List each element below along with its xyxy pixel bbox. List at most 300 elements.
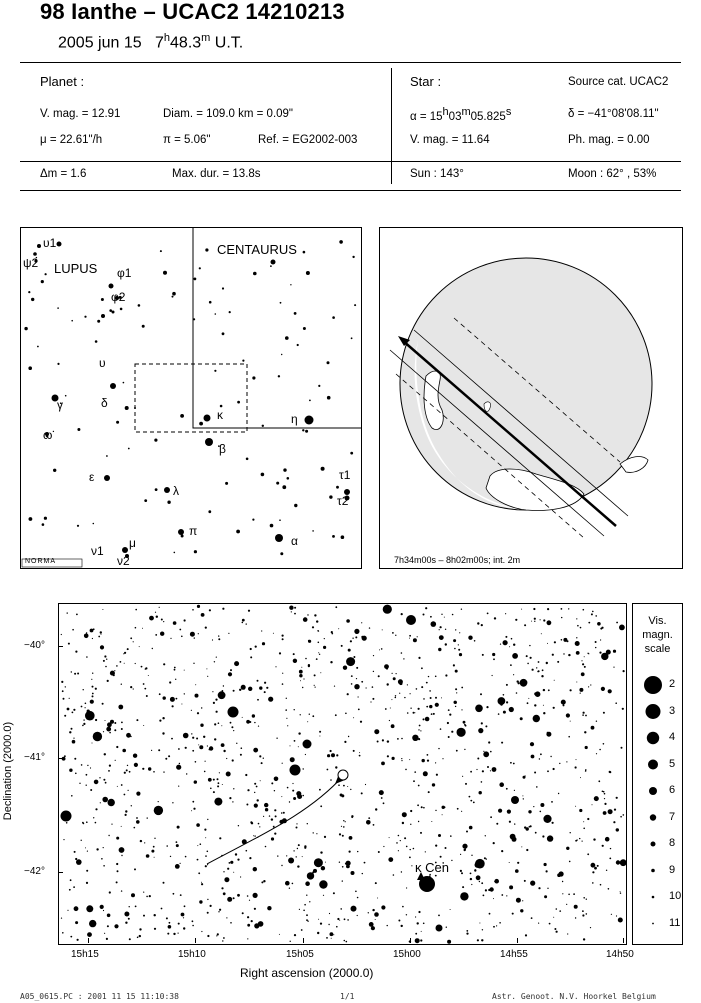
field-star (300, 680, 301, 681)
finder-star (302, 429, 304, 431)
bright-field-star (511, 796, 519, 804)
field-star (302, 856, 303, 857)
field-star (253, 748, 258, 753)
field-star (136, 817, 138, 819)
field-star (478, 728, 483, 733)
field-star (401, 738, 403, 740)
finder-star-label: δ (101, 396, 108, 410)
field-star (285, 881, 290, 886)
field-star (462, 776, 463, 777)
field-star (223, 750, 225, 752)
field-star (301, 667, 302, 668)
field-star (146, 854, 150, 858)
field-star (313, 869, 317, 873)
field-star (254, 923, 259, 928)
field-star (134, 763, 138, 767)
finder-star (294, 312, 297, 315)
finder-star (172, 296, 174, 298)
field-star (620, 816, 622, 818)
field-star (415, 916, 416, 917)
field-star (372, 909, 374, 911)
field-star (581, 672, 585, 676)
field-star (130, 736, 131, 737)
field-star (85, 707, 86, 708)
field-star (553, 768, 555, 770)
field-star (209, 609, 211, 611)
field-star (470, 873, 472, 875)
field-star (86, 821, 88, 823)
field-star (458, 731, 459, 732)
field-star (174, 669, 176, 671)
field-star (126, 733, 131, 738)
field-star (454, 648, 456, 650)
field-star (369, 627, 370, 628)
field-star (195, 761, 197, 763)
field-star (274, 777, 279, 782)
field-star (114, 722, 116, 724)
field-star (205, 865, 207, 867)
field-star (317, 630, 319, 632)
field-star (253, 867, 257, 871)
field-star (492, 653, 495, 656)
field-star (197, 605, 200, 608)
field-star (65, 686, 66, 687)
field-star (401, 871, 402, 872)
field-star (347, 786, 348, 787)
field-star (290, 745, 291, 746)
field-star (529, 645, 530, 646)
field-star (330, 779, 332, 781)
field-star (306, 914, 308, 916)
field-star (73, 738, 74, 739)
field-star (532, 669, 534, 671)
field-star (166, 845, 168, 847)
finder-star (194, 550, 197, 553)
field-star (573, 893, 575, 895)
field-star (71, 795, 73, 797)
field-star (134, 868, 136, 870)
field-star (440, 728, 442, 730)
field-star (596, 753, 597, 754)
field-star (583, 897, 585, 899)
field-star (575, 766, 577, 768)
field-star (547, 620, 552, 625)
star-alpha-prefix: α = 15 (410, 110, 443, 123)
field-star (583, 828, 585, 830)
field-star (471, 884, 472, 885)
field-star (90, 700, 94, 704)
field-star (93, 628, 95, 630)
field-star (544, 895, 547, 898)
field-star (213, 702, 215, 704)
scale-label: 3 (669, 704, 676, 717)
field-star (341, 794, 344, 797)
field-star (575, 806, 576, 807)
field-star (383, 846, 384, 847)
field-star (493, 898, 494, 899)
field-star (418, 708, 420, 710)
field-star (174, 667, 176, 669)
finder-star (205, 248, 208, 251)
field-star (74, 851, 76, 853)
field-star (180, 894, 182, 896)
footer-center: 1/1 (340, 992, 355, 1001)
scale-label: 5 (669, 757, 676, 770)
field-star (458, 644, 459, 645)
field-star (141, 666, 143, 668)
field-star (103, 660, 105, 662)
field-star (271, 818, 273, 820)
field-star (352, 638, 353, 639)
field-star (283, 812, 285, 814)
field-star (543, 689, 545, 691)
field-star (127, 648, 129, 650)
field-star (552, 822, 554, 824)
field-star (110, 720, 114, 724)
field-star (358, 709, 360, 711)
star-alpha-sec: 05.825 (470, 110, 506, 123)
field-star (200, 724, 203, 727)
field-star (172, 802, 173, 803)
field-star (237, 894, 240, 897)
magnitude-scale (632, 603, 683, 945)
field-star (338, 784, 340, 786)
field-star (401, 652, 403, 654)
field-star (230, 861, 233, 864)
field-star (266, 687, 268, 689)
field-star (500, 644, 501, 645)
field-star (156, 616, 158, 618)
field-star (597, 622, 601, 626)
field-star (533, 715, 540, 722)
field-star (387, 755, 389, 757)
field-star (183, 733, 189, 739)
x-tick-mark (623, 938, 624, 943)
field-star (93, 817, 94, 818)
field-star (104, 933, 105, 934)
field-star (486, 858, 487, 859)
field-star (422, 759, 425, 762)
y-tick-mark (58, 872, 63, 873)
field-star (341, 826, 342, 827)
field-star (498, 697, 506, 705)
field-star (117, 786, 118, 787)
field-star (526, 655, 528, 657)
field-star (391, 699, 392, 700)
field-star (70, 879, 72, 881)
finder-star-label: γ (57, 398, 63, 412)
field-star (398, 850, 399, 851)
field-star (155, 612, 156, 613)
field-star (534, 618, 536, 620)
field-star (579, 809, 582, 812)
field-star (457, 728, 466, 737)
finder-star (290, 284, 291, 285)
field-star (199, 900, 202, 903)
field-star (346, 657, 355, 666)
field-star (63, 698, 65, 700)
field-star (513, 644, 515, 646)
field-star (169, 922, 171, 924)
finder-star (252, 519, 254, 521)
field-star (111, 804, 113, 806)
field-star (409, 635, 411, 637)
field-star (227, 897, 232, 902)
finder-star (275, 534, 283, 542)
finder-star (116, 421, 119, 424)
field-star (361, 622, 362, 623)
field-star (349, 851, 351, 853)
field-star (536, 667, 537, 668)
field-star (348, 736, 349, 737)
globe-panel (379, 227, 683, 569)
field-star (254, 722, 255, 723)
field-star (201, 883, 203, 885)
finder-star (236, 530, 240, 534)
field-star (377, 898, 378, 899)
field-star (223, 937, 225, 939)
planet-vmag: V. mag. = 12.91 (40, 108, 121, 120)
field-star (109, 891, 111, 893)
finder-star (154, 439, 157, 442)
field-star (420, 832, 422, 834)
field-star (61, 681, 63, 683)
field-star (298, 746, 299, 747)
field-star (246, 623, 247, 624)
field-star (470, 800, 472, 802)
field-star (107, 925, 109, 927)
field-star (207, 912, 209, 914)
max-duration: Max. dur. = 13.8s (172, 168, 261, 180)
finder-star (65, 395, 67, 397)
field-star (228, 672, 232, 676)
field-star (145, 667, 147, 669)
field-star (197, 859, 199, 861)
field-star (413, 848, 415, 850)
field-star (520, 909, 523, 912)
field-star (207, 851, 209, 853)
field-star (544, 863, 547, 866)
field-star (242, 622, 244, 624)
field-star (255, 646, 257, 648)
finder-star-label: ν1 (91, 544, 104, 558)
field-star (412, 735, 418, 741)
field-star (151, 750, 152, 751)
field-star (557, 661, 559, 663)
bright-field-star (290, 765, 301, 776)
field-star (455, 706, 456, 707)
finder-star (305, 430, 308, 433)
field-star (165, 758, 167, 760)
field-star (75, 773, 77, 775)
field-star (393, 677, 396, 680)
field-star (505, 636, 507, 638)
field-star (438, 748, 439, 749)
field-star (392, 632, 394, 634)
field-star (616, 828, 619, 831)
field-star (534, 692, 537, 695)
field-star (154, 806, 163, 815)
field-star (239, 689, 241, 691)
field-star (339, 833, 341, 835)
field-star (481, 781, 483, 783)
field-star (193, 663, 194, 664)
field-star (385, 708, 387, 710)
field-star (531, 917, 533, 919)
field-star (87, 851, 88, 852)
field-star (92, 693, 94, 695)
field-star (282, 683, 284, 685)
field-star (563, 704, 565, 706)
field-star (423, 718, 425, 720)
finder-star (120, 308, 123, 311)
field-star (554, 680, 555, 681)
field-star (184, 619, 186, 621)
field-star (584, 666, 586, 668)
finder-star (261, 473, 265, 477)
field-star (475, 705, 483, 713)
field-star (476, 769, 477, 770)
field-star (293, 659, 297, 663)
field-star (186, 773, 187, 774)
page-title: 98 Ianthe – UCAC2 14210213 (40, 0, 345, 24)
field-star (148, 675, 149, 676)
finder-star (138, 304, 141, 307)
field-star (423, 771, 428, 776)
field-star (285, 709, 287, 711)
field-star (106, 938, 108, 940)
field-star (286, 718, 287, 719)
field-star (198, 633, 199, 634)
field-star (610, 848, 611, 849)
star-vmag: V. mag. = 11.64 (410, 134, 490, 146)
field-star (177, 826, 180, 829)
field-star (364, 862, 366, 864)
field-star (339, 920, 340, 921)
field-star (359, 752, 360, 753)
finder-star (57, 307, 59, 309)
field-star (439, 635, 444, 640)
field-star (407, 712, 409, 714)
field-star (180, 863, 181, 864)
field-star (379, 649, 380, 650)
field-star (83, 723, 85, 725)
field-star (496, 925, 497, 926)
field-star (241, 685, 246, 690)
field-star (218, 722, 220, 724)
field-star (171, 738, 173, 740)
field-star (86, 656, 88, 658)
globe-map (380, 228, 682, 568)
field-star (292, 790, 294, 792)
field-star (307, 823, 308, 824)
field-star (83, 823, 84, 824)
finder-star (37, 346, 39, 348)
field-star (254, 804, 258, 808)
field-star (201, 931, 202, 932)
field-star (323, 646, 326, 649)
field-star (427, 754, 429, 756)
field-star (602, 845, 604, 847)
x-tick-mark (88, 938, 89, 943)
field-star (557, 873, 561, 877)
field-star (124, 772, 126, 774)
field-star (534, 704, 536, 706)
field-star (474, 640, 476, 642)
field-star (494, 881, 495, 882)
field-star (85, 703, 87, 705)
field-star (226, 917, 227, 918)
field-star (312, 626, 314, 628)
field-star (420, 730, 421, 731)
field-star (410, 849, 411, 850)
field-star (229, 797, 231, 799)
field-star (264, 691, 266, 693)
field-star (116, 837, 119, 840)
field-star (566, 713, 570, 717)
x-axis-label: Right ascension (2000.0) (240, 966, 374, 980)
field-star (445, 629, 446, 630)
field-star (347, 693, 349, 695)
field-star (368, 912, 369, 913)
field-star (81, 764, 83, 766)
field-star (69, 698, 70, 699)
field-star (444, 617, 445, 618)
field-star (453, 664, 455, 666)
field-star (585, 715, 587, 717)
field-star (501, 894, 503, 896)
field-star (375, 808, 377, 810)
field-star (84, 634, 89, 639)
field-star (372, 686, 374, 688)
info-top-rule (20, 62, 681, 63)
field-star (71, 728, 73, 730)
finder-star (336, 486, 339, 489)
field-star (287, 787, 289, 789)
field-star (133, 641, 134, 642)
field-star (554, 641, 556, 643)
field-star (477, 758, 479, 760)
field-star (425, 851, 426, 852)
field-star (538, 923, 539, 924)
field-star (435, 810, 436, 811)
field-star (479, 923, 480, 924)
field-star (576, 637, 577, 638)
field-star (72, 629, 74, 631)
field-star (296, 856, 297, 857)
field-star (75, 858, 77, 860)
field-star (198, 872, 200, 874)
field-star (529, 826, 531, 828)
field-star (423, 807, 425, 809)
finder-star (303, 327, 306, 330)
finder-star (341, 535, 345, 539)
finder-star (246, 458, 249, 461)
field-star (346, 619, 350, 623)
field-star (92, 673, 93, 674)
field-star (462, 886, 464, 888)
field-star (493, 842, 495, 844)
field-star (192, 801, 194, 803)
field-star (428, 676, 429, 677)
finder-star (53, 469, 56, 472)
field-star (159, 720, 161, 722)
field-star (94, 780, 99, 785)
field-star (398, 835, 400, 837)
field-star (389, 837, 390, 838)
minute-unit: m (201, 32, 211, 44)
y-axis-label: Declination (2000.0) (2, 721, 14, 821)
